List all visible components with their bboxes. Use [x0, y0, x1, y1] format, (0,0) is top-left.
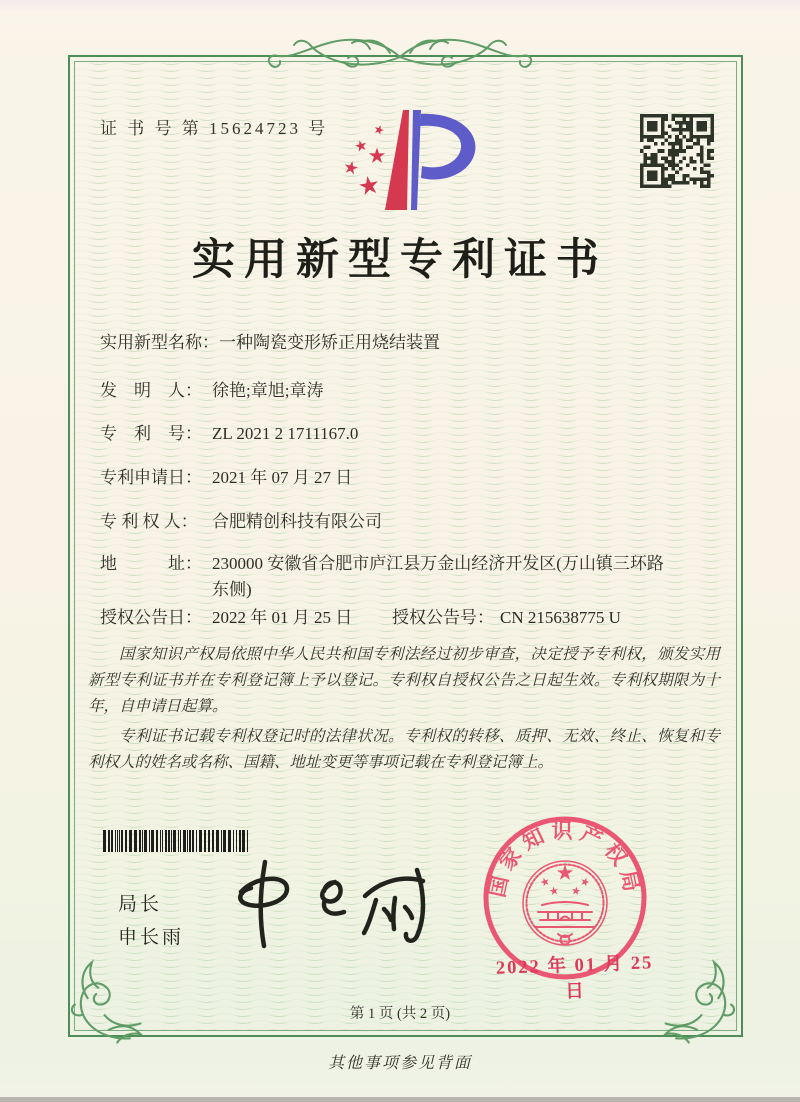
cnipa-logo-icon [333, 110, 483, 212]
svg-text:国家知识产权局 [485, 819, 645, 899]
field-row-grant-number [392, 605, 621, 631]
field-row-inventors [100, 378, 323, 404]
field-label: 专 利 号： [100, 424, 202, 443]
field-label: 专利申请日： [100, 468, 202, 487]
barcode [103, 830, 250, 852]
field-row-patentee [100, 509, 382, 535]
field-value: ZL 2021 2 1711167.0 [212, 424, 359, 443]
seal-date: 2022 年 01 月 25 日 [495, 953, 654, 1003]
certificate-title: 实用新型专利证书 [192, 237, 608, 284]
field-label: 专 利 权 人： [100, 512, 198, 531]
field-label: 实用新型名称： [100, 333, 219, 352]
field-value: 2022 年 01 月 25 日 [212, 608, 353, 627]
certificate-number: 证 书 号 第 15624723 号 [100, 119, 329, 138]
field-value: 合肥精创科技有限公司 [212, 512, 382, 531]
scan-edge [0, 1097, 800, 1102]
field-row-address [100, 551, 674, 603]
legal-paragraph-1: 国家知识产权局依照中华人民共和国专利法经过初步审查，决定授予专利权，颁发实用新型专利证书并在专利登记簿上予以登记。专利权自授权公告之日起生效。专利权期限为十年，自申请日起算。 [88, 646, 720, 715]
field-value: 230000 安徽省合肥市庐江县万金山经济开发区(万山镇三环路东侧) [212, 554, 664, 599]
page-number: 第 1 页 (共 2 页) [349, 1006, 451, 1022]
field-row-grant-date [100, 605, 352, 631]
field-label: 授权公告日： [100, 608, 202, 627]
national-emblem-icon [523, 861, 607, 945]
legal-paragraph-2: 专利证书记载专利权登记时的法律状况。专利权的转移、质押、无效、终止、恢复和专利权人的姓名或名称、国籍、地址变更等事项记载在专利登记簿上。 [88, 728, 720, 771]
director-signature [228, 856, 440, 956]
field-value: 2021 年 07 月 27 日 [212, 468, 353, 487]
field-row-patent-name [100, 330, 440, 356]
field-row-filing-date [100, 465, 352, 491]
officer-title: 局长 [118, 894, 163, 915]
legal-text [88, 642, 720, 780]
seal-ring-text: 国家知识产权局 [484, 819, 646, 900]
field-label: 发 明 人： [100, 381, 202, 400]
field-row-patent-number [100, 421, 358, 447]
field-label: 地 址： [100, 554, 202, 573]
field-value: CN 215638775 U [500, 608, 621, 627]
field-value: 徐艳;章旭;章涛 [212, 381, 324, 400]
field-value: 一种陶瓷变形矫正用烧结装置 [219, 333, 440, 352]
field-label: 授权公告号： [392, 608, 494, 627]
officer-name: 申长雨 [118, 927, 185, 948]
back-side-note: 其他事项参见背面 [327, 1055, 472, 1072]
qr-code [640, 114, 714, 188]
